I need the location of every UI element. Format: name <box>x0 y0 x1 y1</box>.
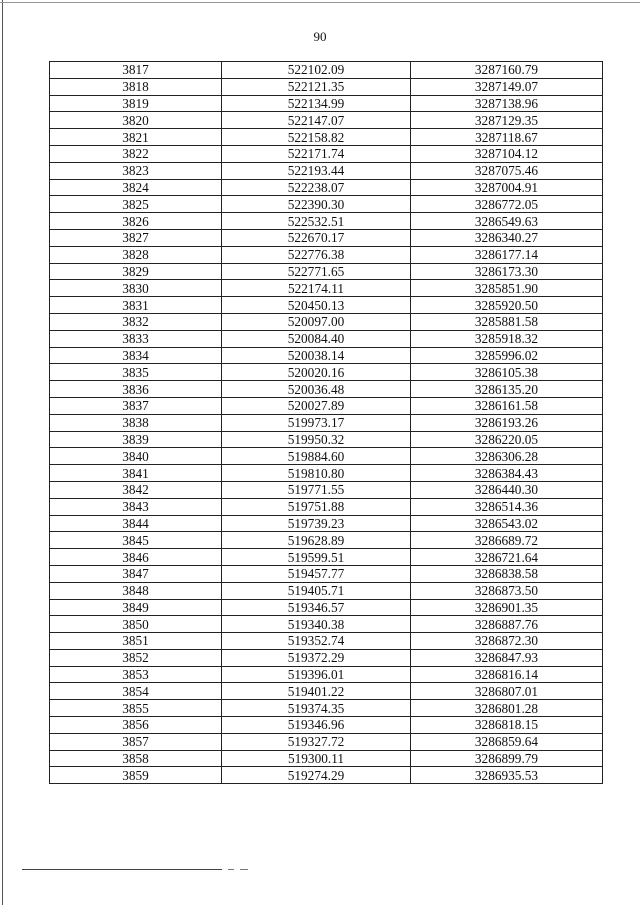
cell-point: 3836 <box>50 381 222 398</box>
cell-x: 520027.89 <box>222 397 411 414</box>
cell-y: 3286872.30 <box>411 633 603 650</box>
table-row <box>50 649 603 666</box>
table-row <box>50 549 603 566</box>
cell-x: 520020.16 <box>222 364 411 381</box>
cell-point: 3826 <box>50 213 222 230</box>
cell-x: 520097.00 <box>222 313 411 330</box>
cell-y: 3286901.35 <box>411 599 603 616</box>
cell-point: 3821 <box>50 129 222 146</box>
table-row <box>50 582 603 599</box>
cell-y: 3286689.72 <box>411 532 603 549</box>
table-row <box>50 633 603 650</box>
cell-point: 3818 <box>50 78 222 95</box>
cell-point: 3819 <box>50 95 222 112</box>
cell-point: 3837 <box>50 397 222 414</box>
table-row <box>50 565 603 582</box>
table-row <box>50 465 603 482</box>
table-row <box>50 616 603 633</box>
table-row <box>50 95 603 112</box>
cell-y: 3286818.15 <box>411 717 603 734</box>
cell-point: 3848 <box>50 582 222 599</box>
cell-x: 519346.57 <box>222 599 411 616</box>
cell-point: 3843 <box>50 498 222 515</box>
scan-edge-left <box>2 0 3 905</box>
cell-x: 522147.07 <box>222 112 411 129</box>
cell-point: 3839 <box>50 431 222 448</box>
cell-point: 3853 <box>50 666 222 683</box>
table-row <box>50 515 603 532</box>
cell-point: 3852 <box>50 649 222 666</box>
cell-point: 3854 <box>50 683 222 700</box>
cell-y: 3286847.93 <box>411 649 603 666</box>
cell-y: 3286173.30 <box>411 263 603 280</box>
cell-y: 3287160.79 <box>411 62 603 79</box>
cell-point: 3835 <box>50 364 222 381</box>
cell-y: 3285918.32 <box>411 330 603 347</box>
cell-x: 519300.11 <box>222 750 411 767</box>
table-row <box>50 330 603 347</box>
cell-x: 519884.60 <box>222 448 411 465</box>
cell-y: 3285996.02 <box>411 347 603 364</box>
cell-x: 519401.22 <box>222 683 411 700</box>
cell-x: 519374.35 <box>222 700 411 717</box>
table-row <box>50 414 603 431</box>
table-row <box>50 297 603 314</box>
cell-x: 519950.32 <box>222 431 411 448</box>
cell-y: 3287118.67 <box>411 129 603 146</box>
cell-x: 522193.44 <box>222 162 411 179</box>
cell-y: 3286721.64 <box>411 549 603 566</box>
table-row <box>50 78 603 95</box>
cell-point: 3830 <box>50 280 222 297</box>
footer-rule <box>22 869 222 870</box>
cell-y: 3286873.50 <box>411 582 603 599</box>
table-row <box>50 145 603 162</box>
cell-x: 522121.35 <box>222 78 411 95</box>
cell-y: 3286935.53 <box>411 767 603 784</box>
cell-point: 3851 <box>50 633 222 650</box>
table-row <box>50 381 603 398</box>
cell-point: 3829 <box>50 263 222 280</box>
cell-point: 3824 <box>50 179 222 196</box>
cell-y: 3286543.02 <box>411 515 603 532</box>
cell-point: 3840 <box>50 448 222 465</box>
page-number: 90 <box>313 29 327 44</box>
cell-point: 3850 <box>50 616 222 633</box>
table-row <box>50 263 603 280</box>
cell-x: 520450.13 <box>222 297 411 314</box>
cell-y: 3286838.58 <box>411 565 603 582</box>
cell-point: 3856 <box>50 717 222 734</box>
cell-x: 519810.80 <box>222 465 411 482</box>
cell-point: 3828 <box>50 246 222 263</box>
cell-x: 519327.72 <box>222 733 411 750</box>
cell-point: 3855 <box>50 700 222 717</box>
table-row <box>50 666 603 683</box>
cell-y: 3287129.35 <box>411 112 603 129</box>
cell-y: 3286887.76 <box>411 616 603 633</box>
cell-x: 522238.07 <box>222 179 411 196</box>
cell-point: 3858 <box>50 750 222 767</box>
cell-point: 3857 <box>50 733 222 750</box>
cell-y: 3285851.90 <box>411 280 603 297</box>
cell-point: 3838 <box>50 414 222 431</box>
table-row <box>50 196 603 213</box>
cell-y: 3286859.64 <box>411 733 603 750</box>
cell-x: 519274.29 <box>222 767 411 784</box>
scan-edge-top <box>0 2 640 3</box>
table-row <box>50 532 603 549</box>
cell-y: 3286384.43 <box>411 465 603 482</box>
cell-y: 3286340.27 <box>411 229 603 246</box>
cell-y: 3285881.58 <box>411 313 603 330</box>
cell-x: 522171.74 <box>222 145 411 162</box>
cell-point: 3846 <box>50 549 222 566</box>
cell-point: 3831 <box>50 297 222 314</box>
cell-y: 3287075.46 <box>411 162 603 179</box>
table-row <box>50 179 603 196</box>
table-row <box>50 162 603 179</box>
cell-x: 520036.48 <box>222 381 411 398</box>
table-row <box>50 280 603 297</box>
cell-x: 522158.82 <box>222 129 411 146</box>
cell-y: 3285920.50 <box>411 297 603 314</box>
cell-point: 3842 <box>50 481 222 498</box>
cell-y: 3286440.30 <box>411 481 603 498</box>
cell-x: 522771.65 <box>222 263 411 280</box>
cell-x: 520038.14 <box>222 347 411 364</box>
cell-y: 3286193.26 <box>411 414 603 431</box>
cell-point: 3832 <box>50 313 222 330</box>
cell-y: 3287149.07 <box>411 78 603 95</box>
cell-y: 3286161.58 <box>411 397 603 414</box>
cell-y: 3286514.36 <box>411 498 603 515</box>
cell-x: 519751.88 <box>222 498 411 515</box>
cell-x: 519346.96 <box>222 717 411 734</box>
cell-y: 3287004.91 <box>411 179 603 196</box>
cell-y: 3286807.01 <box>411 683 603 700</box>
table-row <box>50 767 603 784</box>
table-row <box>50 246 603 263</box>
table-row <box>50 62 603 79</box>
cell-y: 3286549.63 <box>411 213 603 230</box>
cell-y: 3286177.14 <box>411 246 603 263</box>
cell-point: 3827 <box>50 229 222 246</box>
cell-point: 3833 <box>50 330 222 347</box>
table-row <box>50 397 603 414</box>
cell-x: 519405.71 <box>222 582 411 599</box>
cell-x: 519973.17 <box>222 414 411 431</box>
table-row <box>50 733 603 750</box>
cell-y: 3286772.05 <box>411 196 603 213</box>
cell-x: 519771.55 <box>222 481 411 498</box>
cell-x: 519739.23 <box>222 515 411 532</box>
cell-x: 522134.99 <box>222 95 411 112</box>
cell-x: 519396.01 <box>222 666 411 683</box>
table-row <box>50 717 603 734</box>
cell-y: 3286306.28 <box>411 448 603 465</box>
table-row <box>50 229 603 246</box>
table-row <box>50 498 603 515</box>
table-row <box>50 129 603 146</box>
cell-point: 3834 <box>50 347 222 364</box>
cell-point: 3820 <box>50 112 222 129</box>
cell-x: 519457.77 <box>222 565 411 582</box>
cell-x: 522390.30 <box>222 196 411 213</box>
cell-x: 522670.17 <box>222 229 411 246</box>
table-row <box>50 431 603 448</box>
table-row <box>50 599 603 616</box>
cell-point: 3844 <box>50 515 222 532</box>
cell-point: 3822 <box>50 145 222 162</box>
cell-point: 3849 <box>50 599 222 616</box>
table-row <box>50 683 603 700</box>
cell-x: 519352.74 <box>222 633 411 650</box>
cell-point: 3823 <box>50 162 222 179</box>
cell-y: 3286220.05 <box>411 431 603 448</box>
cell-x: 519628.89 <box>222 532 411 549</box>
table-row <box>50 700 603 717</box>
cell-x: 522102.09 <box>222 62 411 79</box>
footer-dash-mark <box>228 869 234 870</box>
cell-y: 3287138.96 <box>411 95 603 112</box>
cell-y: 3286801.28 <box>411 700 603 717</box>
cell-y: 3286899.79 <box>411 750 603 767</box>
table-row <box>50 112 603 129</box>
cell-point: 3841 <box>50 465 222 482</box>
coordinates-table-body <box>50 62 603 784</box>
table-row <box>50 213 603 230</box>
footer-dash-mark <box>240 869 248 870</box>
table-row <box>50 347 603 364</box>
cell-x: 519372.29 <box>222 649 411 666</box>
cell-y: 3287104.12 <box>411 145 603 162</box>
cell-point: 3847 <box>50 565 222 582</box>
cell-y: 3286816.14 <box>411 666 603 683</box>
cell-y: 3286105.38 <box>411 364 603 381</box>
table-row <box>50 313 603 330</box>
cell-x: 522174.11 <box>222 280 411 297</box>
table-row <box>50 448 603 465</box>
table-row <box>50 750 603 767</box>
cell-y: 3286135.20 <box>411 381 603 398</box>
cell-x: 522532.51 <box>222 213 411 230</box>
coordinates-table <box>49 61 603 784</box>
table-row <box>50 481 603 498</box>
cell-point: 3845 <box>50 532 222 549</box>
cell-x: 522776.38 <box>222 246 411 263</box>
cell-x: 519599.51 <box>222 549 411 566</box>
cell-point: 3825 <box>50 196 222 213</box>
cell-x: 520084.40 <box>222 330 411 347</box>
cell-point: 3817 <box>50 62 222 79</box>
table-row <box>50 364 603 381</box>
cell-point: 3859 <box>50 767 222 784</box>
cell-x: 519340.38 <box>222 616 411 633</box>
